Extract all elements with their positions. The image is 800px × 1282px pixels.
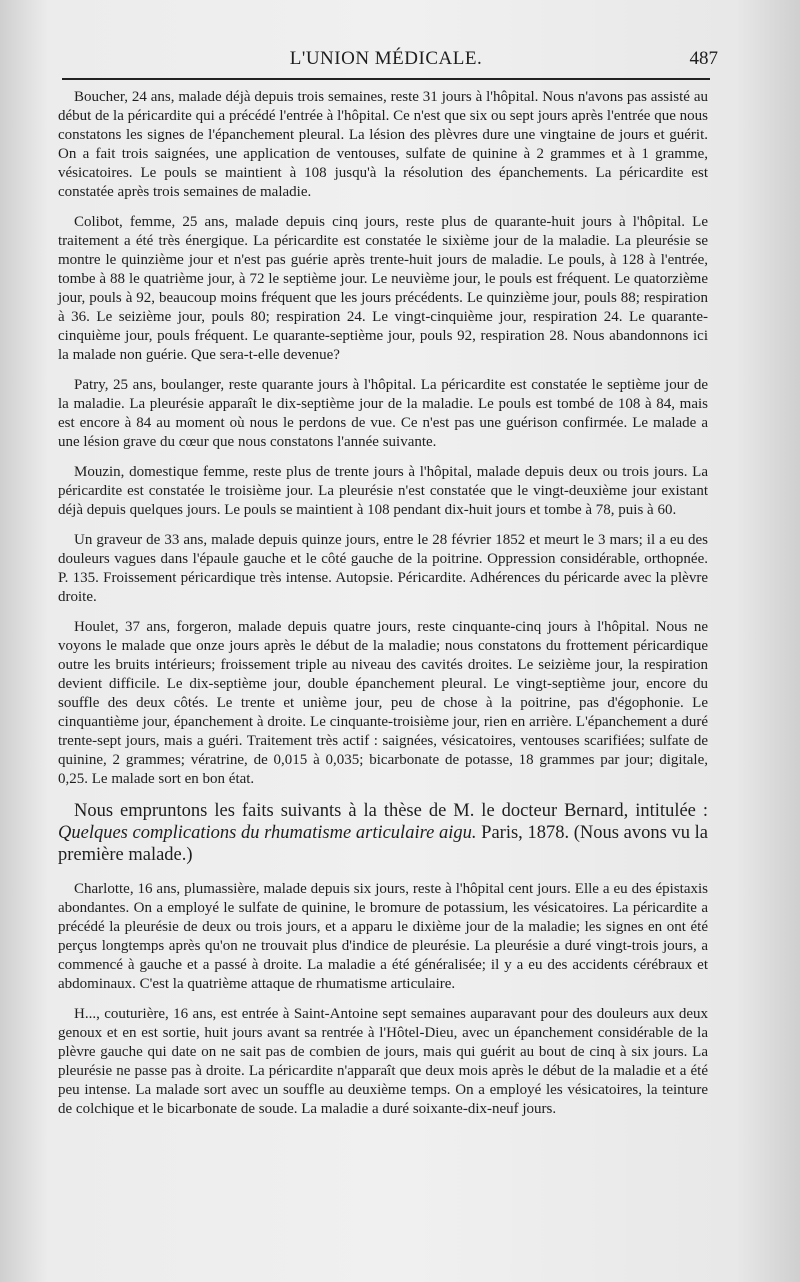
- case-graveur: Un graveur de 33 ans, malade depuis quinze jours, entre le 28 février 1852 et meurt le 3 mars; il a eu des douleurs vagues dans l'épaule gauche et le côté gauche de la poitrine. Oppression considérable, orthopnée. P. 135. Froissement péricardique très intense. Autopsie. Péricardite. Adhérences du péricarde avec la plèvre droite.: [58, 532, 708, 605]
- bernard-thesis-intro: [58, 800, 708, 866]
- case-boucher: Boucher, 24 ans, malade déjà depuis trois semaines, reste 31 jours à l'hôpital. Nous n'avons pas assisté au début de la péricardite qui a précédé l'entrée à l'hôpital. Ce n'est que six ou sept jours après l'entrée que nous constatons les signes de l'épanchement pleural. La lésion des plèvres dure une vingtaine de jours et guérit. On a fait trois saignées, une application de ventouses, sulfate de quinine à 2 grammes et à 1 gramme, vésicatoires. Le pouls se maintient à 108 jusqu'à la résolution des épanchements. La péricardite est constatée après trois semaines de maladie.: [58, 89, 708, 200]
- running-title: L'UNION MÉDICALE.: [289, 48, 483, 69]
- header-rule: [62, 78, 710, 80]
- case-charlotte: Charlotte, 16 ans, plumassière, malade depuis six jours, reste à l'hôpital cent jours. Elle a eu des épistaxis abondantes. On a employé le sulfate de quinine, le bromure de potassium, les vésicatoires. La péricardite a précédé la pleurésie de deux ou trois jours, et a apparu le dixième jour de la maladie; les signes en ont été perçus longtemps après qu'on ne trouvait plus d'indice de pleurésie. La pleurésie a duré vingt-trois jours, a commencé à gauche et a passé à droite. La maladie a été généralisée; il y a eu des accidents cérébraux et abdominaux. C'est la quatrième attaque de rhumatisme articulaire.: [58, 881, 708, 992]
- case-patry: Patry, 25 ans, boulanger, reste quarante jours à l'hôpital. La péricardite est constatée le septième jour de la maladie. La pleurésie apparaît le dix-septième jour de la maladie. Le pouls est tombé de 108 à 84, mais est encore à 84 au moment où nous le perdons de vue. Ce n'est pas une guérison confirmée. Le malade a une lésion grave du cœur que nous constatons l'année suivante.: [58, 377, 708, 450]
- thesis-title: Quelques complications du rhumatisme articulaire aigu.: [58, 823, 477, 843]
- intro-text-before: Nous empruntons les faits suivants à la thèse de M. le docteur Bernard, intitulée :: [74, 801, 708, 821]
- page-number: 487: [689, 48, 718, 69]
- case-colibot: Colibot, femme, 25 ans, malade depuis cinq jours, reste plus de quarante-huit jours à l'hôpital. Le traitement a été très énergique. La péricardite est constatée le sixième jour de la maladie. La pleurésie se montre le quinzième jour et n'est pas guérie après trente-huit jours de maladie. Le pouls, à 128 à l'entrée, tombe à 88 le quatrième jour, à 72 le septième jour. Le neuvième jour, le pouls est fréquent. Le quatorzième jour, pouls à 92, beaucoup moins fréquent que les jours précédents. Le quinzième jour, pouls 88; respiration à 36. Le seizième jour, pouls 80; respiration 24. Le vingt-cinquième jour, respiration 24. Le quarante-cinquième jour, pouls fréquent. Le quarante-septième jour, pouls 92, respiration 28. Nous abandonnons ici la malade non guérie. Que sera-t-elle devenue?: [58, 214, 708, 363]
- page-header: [60, 40, 718, 80]
- case-h-couturiere: H..., couturière, 16 ans, est entrée à Saint-Antoine sept semaines auparavant pour des douleurs aux deux genoux et en est sortie, huit jours avant sa rentrée à l'Hôtel-Dieu, avec un épanchement considérable de la plèvre gauche qui date on ne sait pas de combien de jours, mais qui guérit au bout de cinq à six jours. La pleurésie ne passe pas à droite. La péricardite n'apparaît que deux mois après le début de la maladie et a été peu intense. La malade sort avec un souffle au deuxième temps. On a employé les vésicatoires, la teinture de colchique et le bicarbonate de soude. La maladie a duré soixante-dix-neuf jours.: [58, 1006, 708, 1117]
- intro-text-after: Paris, 1878. (Nous avons vu la première malade.): [58, 823, 708, 865]
- body-text: [58, 88, 708, 1130]
- case-houlet: Houlet, 37 ans, forgeron, malade depuis quatre jours, reste cinquante-cinq jours à l'hôpital. Nous ne voyons le malade que onze jours après le début de la maladie; nous constatons du frottement péricardique outre les bruits intérieurs; froissement triple au niveau des cavités droites. Le seizième jour, la respiration devient difficile. Le dix-septième jour, double épanchement pleural. Le vingt-septième jour, encore du souffle des deux côtés. Le trente et unième jour, peu de chose à la poitrine, pas d'égophonie. Le cinquantième jour, épanchement à droite. Le cinquante-troisième jour, rien en arrière. L'épanchement a duré trente-sept jours, mais a guéri. Traitement très actif : saignées, vésicatoires, ventouses scarifiées; sulfate de quinine, 2 grammes; vératrine, de 0,015 à 0,035; bicarbonate de potasse, 18 grammes par jour; digitale, 0,25. Le malade sort en bon état.: [58, 619, 708, 787]
- case-mouzin: Mouzin, domestique femme, reste plus de trente jours à l'hôpital, malade depuis deux ou trois jours. La péricardite est constatée le troisième jour. La pleurésie n'est constatée que le vingt-deuxième jour existant déjà depuis quelques jours. Le pouls se maintient à 108 pendant dix-huit jours et tombe à 78, puis à 60.: [58, 464, 708, 518]
